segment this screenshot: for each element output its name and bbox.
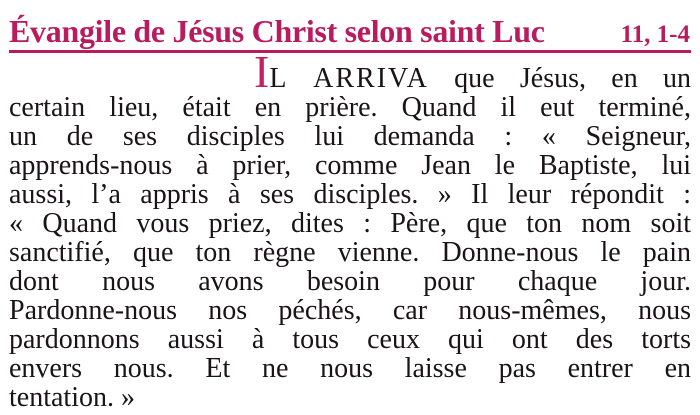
reading-text: [9, 46, 692, 413]
text-line-first: [9, 46, 692, 97]
verse-reference: 11, 1-4: [620, 21, 690, 48]
text-line: apprends-nous à prier, comme Jean le Baptiste, lui: [9, 150, 691, 181]
text-line-last: tentation. »: [9, 382, 135, 413]
text-line: pardonnons aussi à tous ceux qui ont des torts: [9, 324, 691, 355]
text-line: Pardonne-nous nos péchés, car nous-mêmes, nous: [9, 295, 691, 326]
text-line: « Quand vous priez, dites : Père, que ton nom soit: [9, 208, 691, 239]
header-rule: [9, 50, 691, 53]
text-line: dont nous avons besoin pour chaque jour.: [9, 266, 691, 297]
drop-cap-initial: I: [254, 46, 270, 97]
reading-header: [0, 0, 700, 50]
reading-title: Évangile de Jésus Christ selon saint Luc: [9, 13, 545, 49]
text-line: certain lieu, était en prière. Quand il eut terminé,: [9, 92, 691, 123]
text-line: aussi, l’a appris à ses disciples. » Il leur répondit :: [9, 179, 691, 210]
text-line: sanctifié, que ton règne vienne. Donne-nous le pain: [9, 237, 691, 268]
first-line-text: que Jésus, en un: [454, 63, 692, 94]
text-line: un de ses disciples lui demanda : « Seigneur,: [9, 121, 691, 152]
opening-small-caps: L ARRIVA: [269, 63, 429, 94]
text-line: envers nous. Et ne nous laisse pas entrer en: [9, 353, 691, 384]
